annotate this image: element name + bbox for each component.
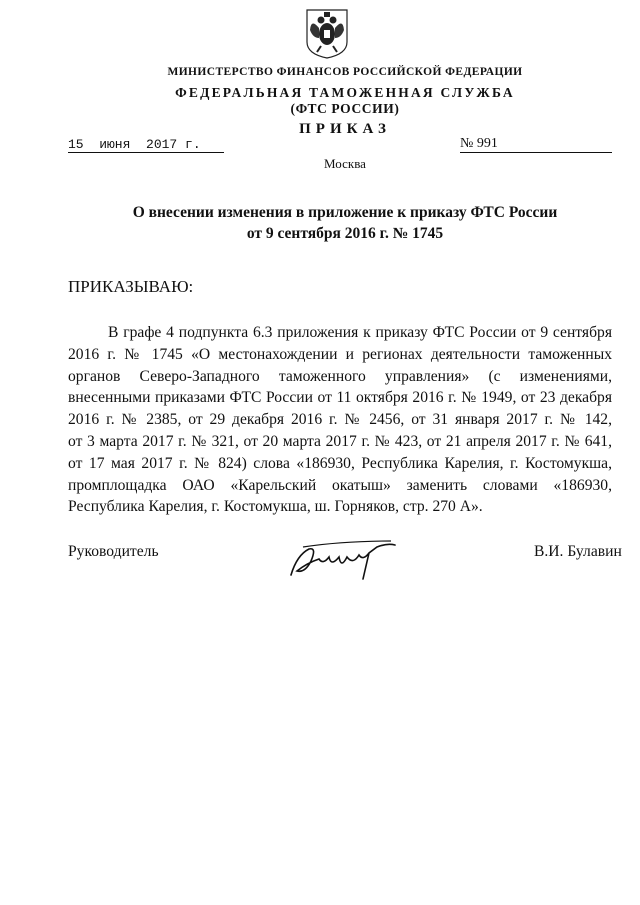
paragraph-line: промплощадка ОАО «Карельский окатыш» заменить словами «186930, [68,476,612,494]
service-abbreviation: (ФТС РОССИИ) [290,101,400,116]
signatory-name: В.И. Булавин [534,543,622,560]
paragraph-line: 2016 г. № 2385, от 29 декабря 2016 г. № 2456, от 31 января 2017 г. № 142, [68,411,612,429]
ministry-name: МИНИСТЕРСТВО ФИНАНСОВ РОССИЙСКОЙ ФЕДЕРАЦИИ [167,66,523,78]
paragraph-line: органов Северо-Западного таможенного управления» (с изменениями, [68,367,612,385]
document-title-line: от 9 сентября 2016 г. № 1745 [246,225,444,242]
paragraph-line: В графе 4 подпункта 6.3 приложения к приказу ФТС России от 9 сентября [108,324,612,341]
document-date: 15 июня 2017 г. [68,137,224,153]
service-name: ФЕДЕРАЛЬНАЯ ТАМОЖЕННАЯ СЛУЖБА [175,85,515,100]
order-word: ПРИКАЗЫВАЮ: [68,277,194,296]
paragraph-line: 2016 г. № 1745 «О местонахождении и регионах деятельности таможенных [68,345,612,363]
order-paragraph [68,322,612,518]
signatory-position: Руководитель [68,543,159,560]
document-number: № 991 [460,136,612,153]
paragraph-line: от 17 мая 2017 г. № 824) слова «186930, Республика Карелия, г. Костомукша, [68,454,612,472]
coat-of-arms-emblem-icon [305,8,349,60]
paragraph-line: внесенными приказами ФТС России от 11 октября 2016 г. № 1949, от 23 декабря [68,389,612,407]
document-city: Москва [324,156,366,171]
paragraph-line: Республика Карелия, г. Костомукша, ш. Горняков, стр. 270 А». [68,498,483,516]
document-title-line: О внесении изменения в приложение к приказу ФТС России [132,204,558,221]
document-type: ПРИКАЗ [299,121,391,137]
paragraph-line: от 3 марта 2017 г. № 321, от 20 марта 2017 г. № 423, от 21 апреля 2017 г. № 641, [68,432,612,450]
handwritten-signature [283,535,403,583]
